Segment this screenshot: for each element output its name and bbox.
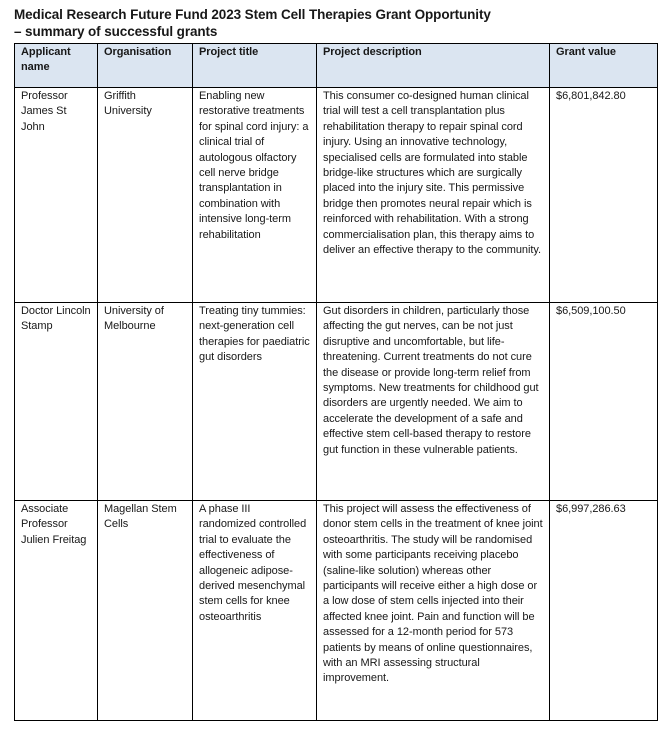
project-description-cell: This consumer co-designed human clinical trial will test a cell transplantation plus rehabilitation therapy to repair spinal cord injury. Using an innovative technology, specialised cells are formulated into stable bridge-like structures which are surgically placed into the injury site. This permissive bridge then promotes neural repair which is reinforced with rehabilitation. With a strong commercialisation plan, this therapy aims to deliver an effective therapy to the community. [317, 88, 550, 303]
grant-value-cell: $6,509,100.50 [550, 303, 658, 501]
project-description-cell: Gut disorders in children, particularly those affecting the gut nerves, can be not just disruptive and uncomfortable, but life-threatening. Current treatments do not cure the disease or provide long-term relief from symptoms. New treatments for childhood gut disorders are urgently needed. We aim to accelerate the development of a safe and effective stem cell-based therapy to restore gut function in these vulnerable patients. [317, 303, 550, 501]
column-header-grant-value: Grant value [550, 44, 658, 88]
table-row [15, 88, 658, 303]
organisation-cell: Griffith University [98, 88, 193, 303]
column-header-organisation: Organisation [98, 44, 193, 88]
column-header-project-title: Project title [193, 44, 317, 88]
table-row [15, 501, 658, 721]
table-header-row [15, 44, 658, 88]
grant-value-cell: $6,801,842.80 [550, 88, 658, 303]
document-title [14, 7, 657, 40]
organisation-cell: University of Melbourne [98, 303, 193, 501]
project-description-cell: This project will assess the effectiveness of donor stem cells in the treatment of knee joint osteoarthritis. The study will be randomised with some participants receiving placebo (saline-like solution) whereas other participants will receive either a high dose or a low dose of stem cells injected into their affected knee joint. Pain and function will be assessed for a 12-month period for 573 patients by means of online questionnaires, with an MRI assessing structural improvement. [317, 501, 550, 721]
column-header-project-description: Project description [317, 44, 550, 88]
project-title-cell: Enabling new restorative treatments for spinal cord injury: a clinical trial of autologous olfactory cell nerve bridge transplantation in combination with intensive long-term rehabilitation [193, 88, 317, 303]
project-title-cell: A phase III randomized controlled trial to evaluate the effectiveness of allogeneic adipose-derived mesenchymal stem cells for knee osteoarthritis [193, 501, 317, 721]
grant-value-cell: $6,997,286.63 [550, 501, 658, 721]
column-header-applicant-name: Applicant name [15, 44, 98, 88]
table-row [15, 303, 658, 501]
organisation-cell: Magellan Stem Cells [98, 501, 193, 721]
document-title-line2: – summary of successful grants [14, 23, 218, 39]
applicant-name-cell: Doctor Lincoln Stamp [15, 303, 98, 501]
applicant-name-cell: Associate Professor Julien Freitag [15, 501, 98, 721]
applicant-name-cell: Professor James St John [15, 88, 98, 303]
grants-table [14, 43, 658, 721]
document-title-line1: Medical Research Future Fund 2023 Stem Cell Therapies Grant Opportunity [14, 7, 491, 22]
project-title-cell: Treating tiny tummies: next-generation cell therapies for paediatric gut disorders [193, 303, 317, 501]
